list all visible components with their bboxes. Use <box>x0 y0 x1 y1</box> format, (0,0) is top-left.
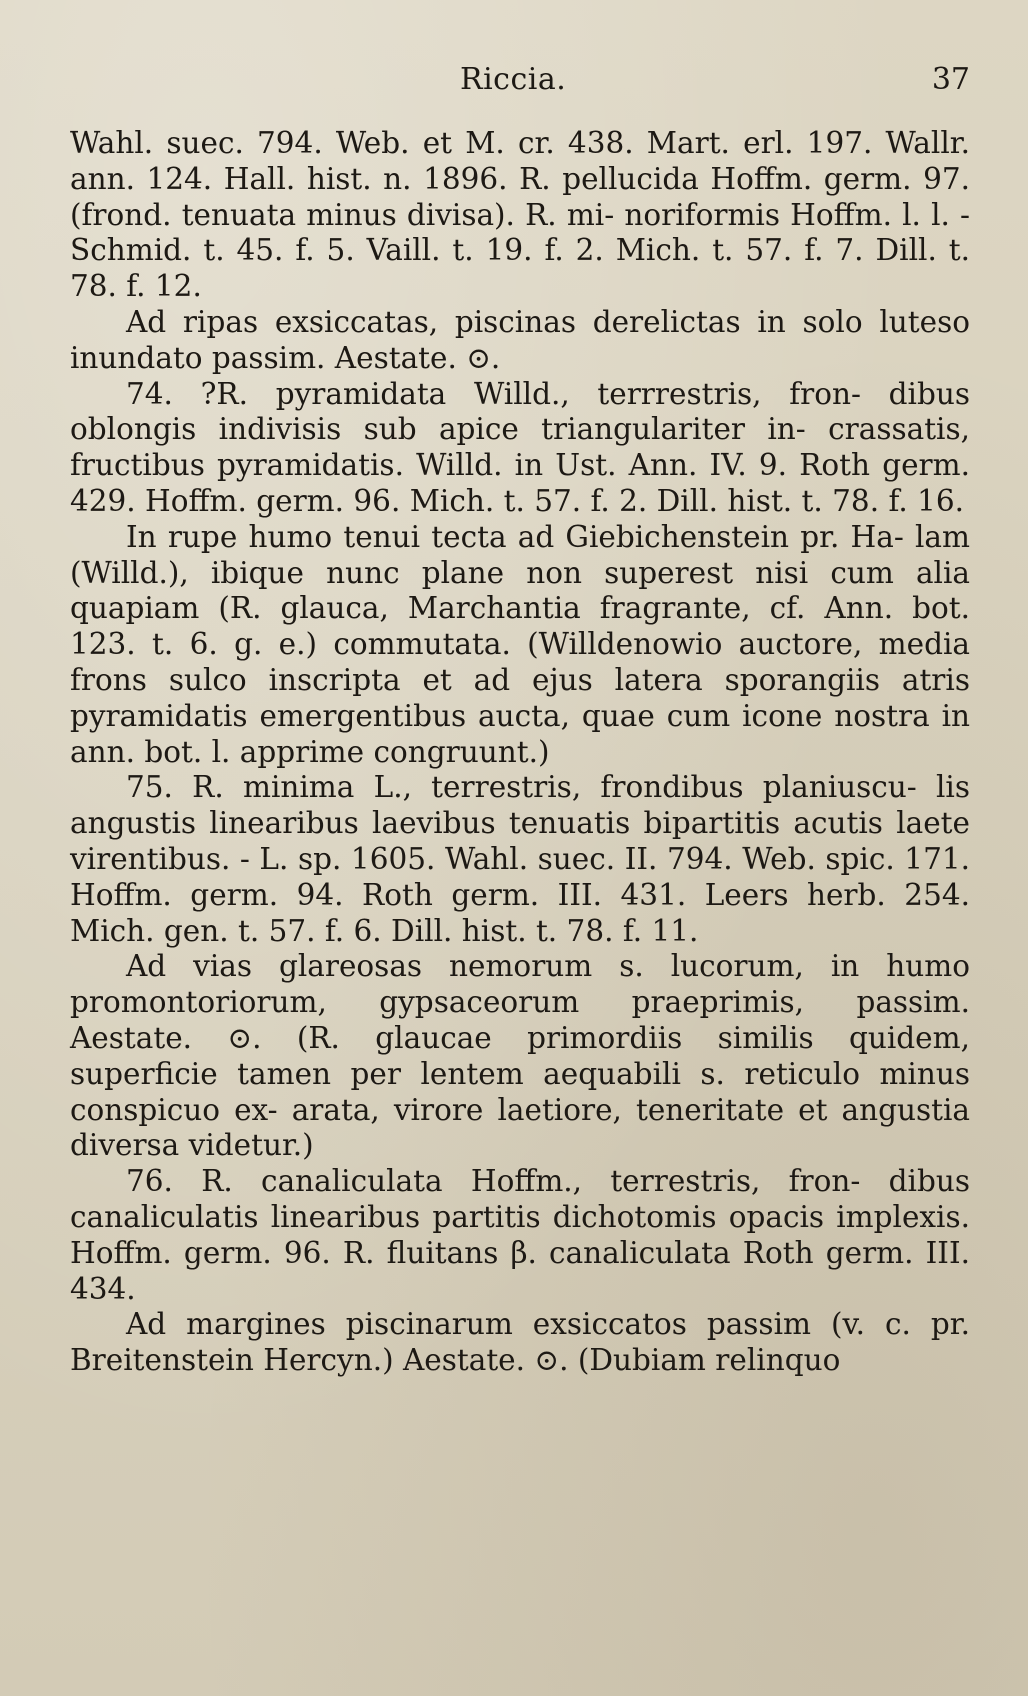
body-text <box>70 126 970 1379</box>
running-head <box>70 62 970 102</box>
running-title: Riccia. <box>460 62 567 97</box>
paragraph-species-76: 76. R. canaliculata Hoffm., terrestris, fron- dibus canaliculatis linearibus partitis dichotomis opacis implexis. Hoffm. germ. 96. R. fluitans β. canaliculata Roth germ. III. 434. <box>70 1164 970 1306</box>
paragraph-species-74: 74. ?R. pyramidata Willd., terrrestris, fron- dibus oblongis indivisis sub apice triangulariter in- crassatis, fructibus pyramidatis. Willd. in Ust. Ann. IV. 9. Roth germ. 429. Hoffm. germ. 96. Mich. t. 57. f. 2. Dill. hist. t. 78. f. 16. <box>70 376 970 518</box>
paragraph-habitat-76: Ad margines piscinarum exsiccatos passim (v. c. pr. Breitenstein Hercyn.) Aestate. ⊙. (Dubiam relinquo <box>70 1307 970 1378</box>
paragraph-habitat-75: Ad vias glareosas nemorum s. lucorum, in humo promontoriorum, gypsaceorum praeprimis, passim. Aestate. ⊙. (R. glaucae primordiis similis quidem, superficie tamen per lentem aequabili s. reticulo minus conspicuo ex- arata, virore laetiore, teneritate et angustia diversa videtur.) <box>70 949 970 1163</box>
paragraph-species-75: 75. R. minima L., terrestris, frondibus planiuscu- lis angustis linearibus laevibus tenuatis bipartitis acutis laete virentibus. - L. sp. 1605. Wahl. suec. II. 794. Web. spic. 171. Hoffm. germ. 94. Roth germ. III. 431. Leers herb. 254. Mich. gen. t. 57. f. 6. Dill. hist. t. 78. f. 11. <box>70 770 970 948</box>
paragraph-references-continued: Wahl. suec. 794. Web. et M. cr. 438. Mart. erl. 197. Wallr. ann. 124. Hall. hist. n. 1896. R. pellucida Hoffm. germ. 97. (frond. tenuata minus divisa). R. mi- noriformis Hoffm. l. l. - Schmid. t. 45. f. 5. Vaill. t. 19. f. 2. Mich. t. 57. f. 7. Dill. t. 78. f. 12. <box>70 126 970 304</box>
paragraph-habitat-74: In rupe humo tenui tecta ad Giebichenstein pr. Ha- lam (Willd.), ibique nunc plane non superest nisi cum alia quapiam (R. glauca, Marchantia fragrante, cf. Ann. bot. 123. t. 6. g. e.) commutata. (Willdenowio auctore, media frons sulco inscripta et ad ejus latera sporangiis atris pyramidatis emergentibus aucta, quae cum icone nostra in ann. bot. l. apprime congruunt.) <box>70 519 970 769</box>
page-number: 37 <box>931 62 970 97</box>
paragraph-habitat-1: Ad ripas exsiccatas, piscinas derelictas in solo luteso inundato passim. Aestate. ⊙. <box>70 304 970 375</box>
